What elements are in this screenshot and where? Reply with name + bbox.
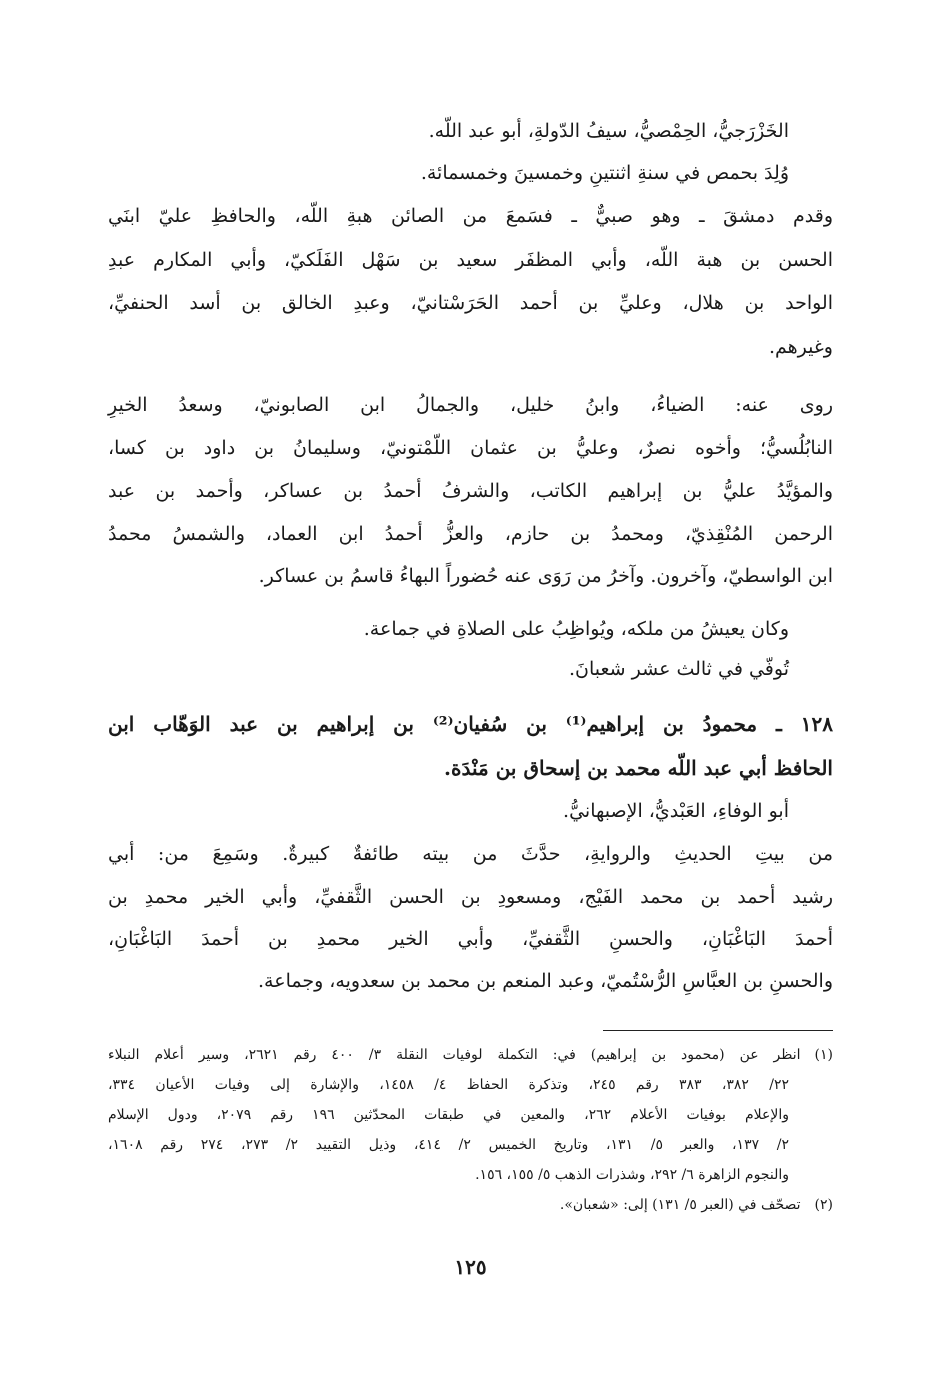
footnote-number: (١) [814, 1047, 833, 1063]
footnote-line: والنجوم الزاهرة ٦/ ٢٩٢، وشذرات الذهب ٥/ ١٥٥، ١٥٦. [475, 1167, 789, 1183]
footnote-number: (٢) [814, 1197, 833, 1213]
text-line: وغيرهم. [768, 336, 833, 358]
text-line: الرحمن المُنْقِذيّ، ومحمدُ بن حازم، والعزُّ أحمدُ ابن العماد، والشمسُ محمدُ [108, 523, 833, 545]
footnote-line [108, 1044, 833, 1066]
text-line: رشيد أحمد بن محمد الفَيْج، ومسعودِ بن الحسن الثَّقفيِّ، وأبي الخير محمدِ بن [108, 886, 833, 908]
footnote-text: تصحّف في (العبر ٥/ ١٣١) إلى: «شعبان». [559, 1197, 801, 1213]
footnote-line: والإعلام بوفيات الأعلام ٢٦٢، والمعين في طبقات المحدّثين ١٩٦ رقم ٢٠٧٩، ودول الإسلام [108, 1107, 789, 1123]
footnote-divider [603, 1030, 833, 1031]
footnote-line: ٢٢/ ٣٨٢، ٣٨٣ رقم ٢٤٥، وتذكرة الحفاظ ٤/ ١٤٥٨، والإشارة إلى وفيات الأعيان ٣٣٤، [108, 1077, 789, 1093]
footnote-text: انظر عن (محمود بن إبراهيم) في: التكملة لوفيات النقلة ٣/ ٤٠٠ رقم ٢٦٢١، وسير أعلام النبلاء [108, 1047, 801, 1063]
text-line: وقدم دمشقَ ـ وهو صبيٌّ ـ فسَمعَ من الصائن هبةِ اللّه، والحافظِ عليّ ابنَي [108, 205, 833, 227]
text-line: روى عنه: الضياءُ، وابنُ خليل، والجمالُ ابن الصابونيّ، وسعدُ الخيرِ [108, 394, 833, 416]
footnote-line: ٢/ ١٣٧، والعبر ٥/ ١٣١، وتاريخ الخميس ٢/ ٤١٤، وذيل التقييد ٢/ ٢٧٣، ٢٧٤ رقم ١٦٠٨، [108, 1137, 790, 1153]
text-line: الواحد بن هلال، وعليِّ بن أحمد الحَرَسْتانيّ، وعبدِ الخالق بن أسد الحنفيِّ، [108, 292, 833, 314]
text-line: والمؤيَّدُ عليُّ بن إبراهيم الكاتب، والشرفُ أحمدُ بن عساكر، وأحمد بن عبد [108, 480, 833, 502]
text-line: النابُلُسيُّ؛ وأخوه نصرٌ، وعليُّ بن عثمان اللّمْتونيّ، وسليمانُ بن داود بن كسا، [108, 437, 833, 459]
text-line: تُوفّي في ثالث عشر شعبانَ. [569, 658, 789, 680]
text-line: وكان يعيشُ من ملكه، ويُواظِبُ على الصلاةِ في جماعة. [363, 618, 789, 640]
entry-heading: ١٢٨ ـ محمودُ بن إبراهيم⁽¹⁾ بن سُفيان⁽²⁾ بن إبراهيم بن عبد الوَهّاب ابن [108, 712, 833, 736]
text-line: والحسنِ بن العبَّاسِ الرُّسْتُميّ، وعبد المنعم بن محمد بن سعدويه، وجماعة. [258, 970, 833, 992]
page-number: ١٢٥ [454, 1255, 487, 1279]
entry-heading: الحافظ أبي عبد اللّه محمد بن إسحاق بن مَنْدَة. [444, 756, 833, 780]
footnote-line [108, 1194, 833, 1216]
text-line: ابن الواسطيّ، وآخرون. وآخرُ من رَوَى عنه حُضوراً البهاءُ قاسمُ بن عساكر. [258, 565, 833, 587]
text-line: وُلِدَ بحمص في سنةِ اثنتينِ وخمسينَ وخمسمائة. [420, 162, 789, 184]
text-line: أحمدَ البَاغْبَانِ، والحسنِ الثَّقفيِّ، وأبي الخير محمدِ بن أحمدَ البَاغْبَانِ، [108, 928, 833, 950]
text-line: الحسن بن هبة اللّه، وأبي المظفَر سعيد بن سَهْل الفَلَكيّ، وأبي المكارم عبدِ [108, 249, 833, 271]
text-line: أبو الوفاءِ، العَبْديُّ، الإصبهانيُّ. [563, 800, 789, 822]
book-page [108, 0, 833, 1380]
text-line: الخَزْرَجيُّ، الحِمْصيُّ، سيفُ الدّولةِ، أبو عبد اللّه. [428, 120, 789, 142]
text-line: من بيتِ الحديثِ والروايةِ، حدَّثَ من بيته طائفةٌ كبيرةٌ. وسَمِعَ من: أبي [108, 843, 833, 865]
